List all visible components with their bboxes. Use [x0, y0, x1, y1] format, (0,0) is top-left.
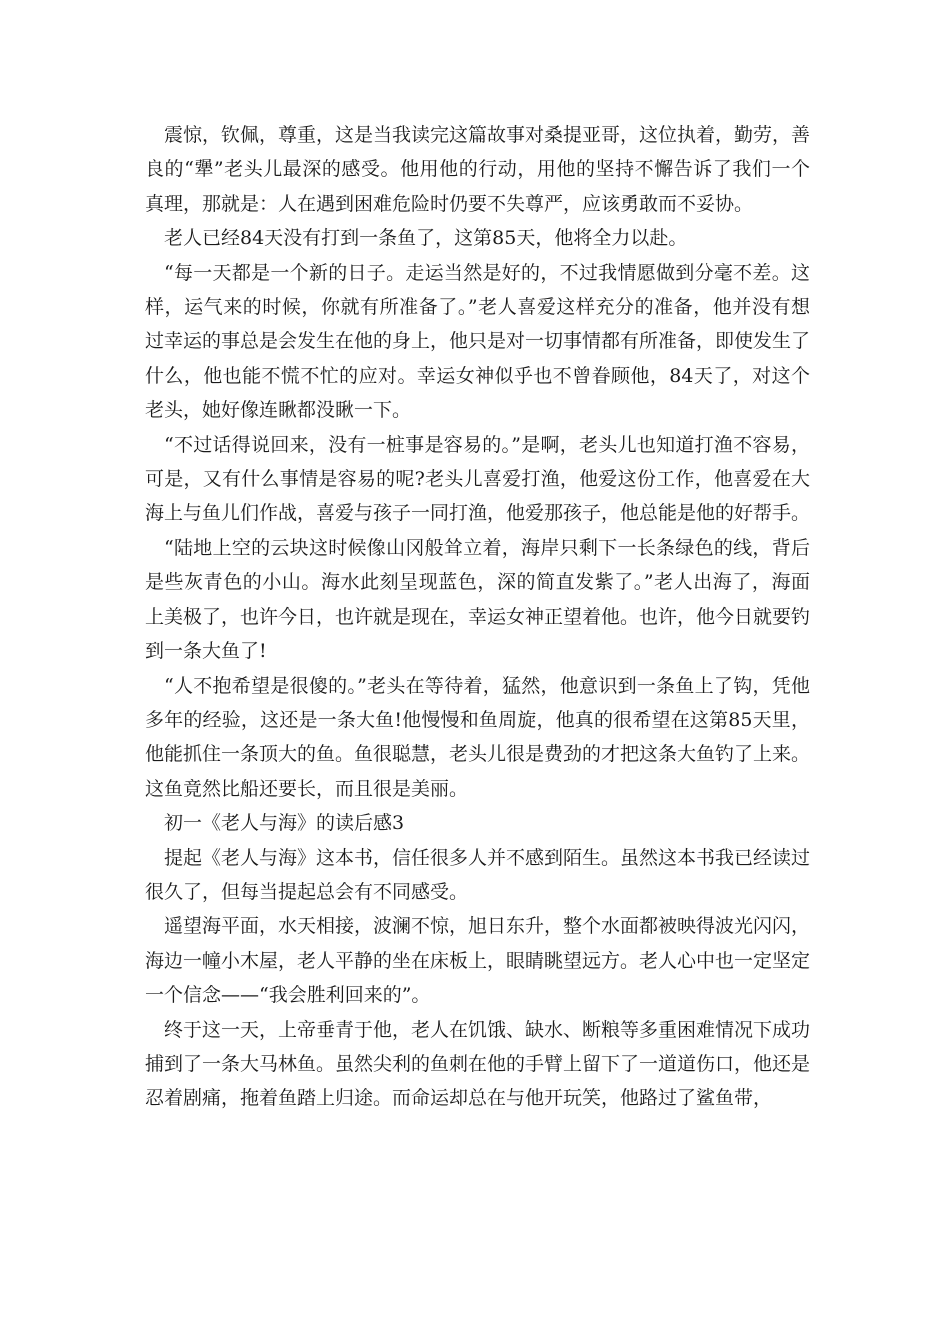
paragraph-3: “每一天都是一个新的日子。走运当然是好的，不过我情愿做到分毫不差。这样，运气来的时候，你就有所准备了。”老人喜爱这样充分的准备，他并没有想过幸运的事总是会发生在他的身上，他只是对一切事情都有所准备，即使发生了什么，他也能不慌不忙的应对。幸运女神似乎也不曾眷顾他，84天了，对这个老头，她好像连瞅都没瞅一下。 [145, 261, 811, 422]
paragraph-4: “不过话得说回来，没有一桩事是容易的。”是啊，老头儿也知道打渔不容易，可是，又有什么事情是容易的呢?老头儿喜爱打渔，他爱这份工作，他喜爱在大海上与鱼儿们作战，喜爱与孩子一同打渔，他爱那孩子，他总能是他的好帮手。 [145, 433, 811, 525]
paragraph-5: “陆地上空的云块这时候像山冈般耸立着，海岸只剩下一长条绿色的线，背后是些灰青色的小山。海水此刻呈现蓝色，深的简直发紫了。”老人出海了，海面上美极了，也许今日，也许就是现在，幸运女神正望着他。也许，他今日就要钓到一条大鱼了! [145, 536, 811, 663]
section-heading: 初一《老人与海》的读后感3 [164, 812, 405, 835]
paragraph-2: 老人已经84天没有打到一条鱼了，这第85天，他将全力以赴。 [164, 227, 688, 250]
paragraph-7: 提起《老人与海》这本书，信任很多人并不感到陌生。虽然这本书我已经读过很久了，但每当提起总会有不同感受。 [145, 846, 811, 903]
paragraph-9: 终于这一天，上帝垂青于他，老人在饥饿、缺水、断粮等多重困难情况下成功捕到了一条大马林鱼。虽然尖利的鱼刺在他的手臂上留下了一道道伤口，他还是忍着剧痛，拖着鱼踏上归途。而命运却总在与他开玩笑，他路过了鲨鱼带， [145, 1018, 811, 1110]
paragraph-1: 震惊，钦佩，尊重，这是当我读完这篇故事对桑提亚哥，这位执着，勤劳，善良的“犟”老头儿最深的感受。他用他的行动，用他的坚持不懈告诉了我们一个真理，那就是：人在遇到困难危险时仍要不失尊严，应该勇敢而不妥协。 [145, 124, 811, 215]
paragraph-8: 遥望海平面，水天相接，波澜不惊，旭日东升，整个水面都被映得波光闪闪，海边一幢小木屋，老人平静的坐在床板上，眼睛眺望远方。老人心中也一定坚定一个信念——“我会胜利回来的”。 [145, 915, 811, 1007]
document-body [145, 118, 810, 1116]
paragraph-6: “人不抱希望是很傻的。”老头在等待着，猛然，他意识到一条鱼上了钩，凭他多年的经验，这还是一条大鱼!他慢慢和鱼周旋，他真的很希望在这第85天里，他能抓住一条顶大的鱼。鱼很聪慧，老头儿很是费劲的才把这条大鱼钓了上来。这鱼竟然比船还要长，而且很是美丽。 [145, 674, 811, 800]
